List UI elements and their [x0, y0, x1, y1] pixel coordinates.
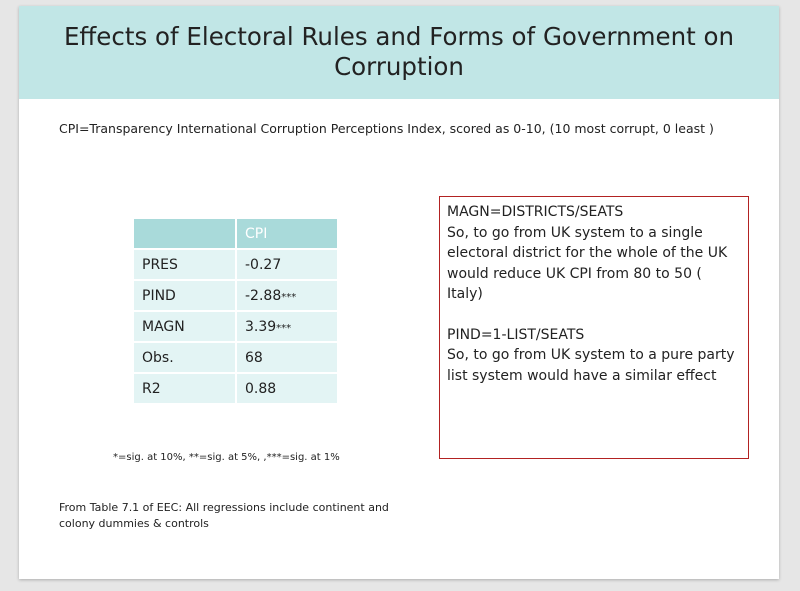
pind-definition: PIND=1-LIST/SEATS: [447, 326, 585, 343]
table-header-empty: [134, 219, 235, 250]
cpi-definition: CPI=Transparency International Corruption Perceptions Index, scored as 0-10, (10 most corrupt, 0 least ): [59, 121, 714, 136]
row-label: R2: [134, 374, 235, 405]
cpi-value: -0.27: [245, 256, 282, 273]
row-value: [235, 312, 337, 343]
source-note: From Table 7.1 of EEC: All regressions include continent and colony dummies & controls: [59, 501, 389, 530]
table-row: [134, 343, 337, 374]
row-value: [235, 250, 337, 281]
table-row: [134, 250, 337, 281]
table-header-cpi: CPI: [235, 219, 337, 250]
cpi-value: 68: [245, 349, 263, 366]
cpi-value: 3.39: [245, 318, 277, 335]
table-header-row: [134, 219, 337, 250]
title-band: [19, 6, 779, 99]
cpi-value: 0.88: [245, 380, 277, 397]
regression-table: [134, 219, 337, 405]
table-row: [134, 374, 337, 405]
cpi-value: -2.88: [245, 287, 282, 304]
table-row: [134, 281, 337, 312]
significance-note: *=sig. at 10%, **=sig. at 5%, ,***=sig. at 1%: [113, 452, 340, 463]
row-value: [235, 374, 337, 405]
title-line-2: Corruption: [334, 52, 464, 81]
row-label: PIND: [134, 281, 235, 312]
slide-title: [59, 22, 739, 82]
row-label: Obs.: [134, 343, 235, 374]
significance-stars: ***: [276, 322, 292, 334]
row-value: [235, 343, 337, 374]
explanation-box: [439, 196, 749, 459]
magn-explanation: So, to go from UK system to a single electoral district for the whole of the UK would reduce UK CPI from 80 to 50 ( Italy): [447, 224, 728, 302]
title-line-1: Effects of Electoral Rules and Forms of Government on: [63, 22, 735, 51]
significance-stars: ***: [281, 291, 297, 303]
magn-definition: MAGN=DISTRICTS/SEATS: [447, 204, 624, 220]
pind-explanation: So, to go from UK system to a pure party list system would have a similar effect: [447, 347, 735, 384]
slide: [19, 6, 779, 579]
row-label: MAGN: [134, 312, 235, 343]
row-label: PRES: [134, 250, 235, 281]
table-row: [134, 312, 337, 343]
paragraph-gap: [447, 305, 741, 325]
row-value: [235, 281, 337, 312]
